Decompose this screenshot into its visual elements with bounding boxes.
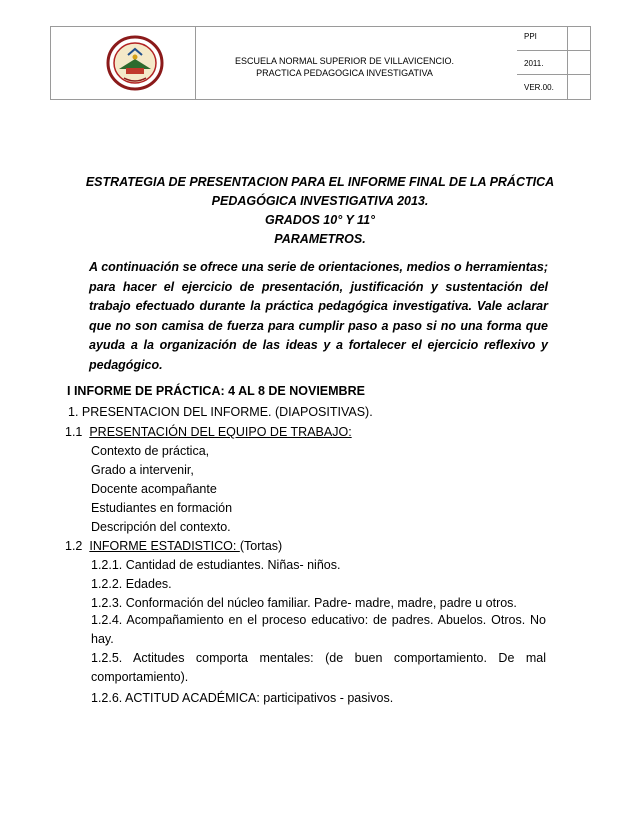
item-1-2-suffix: (Tortas) bbox=[239, 539, 283, 553]
sub-item-1-2-1: 1.2.1. Cantidad de estudiantes. Niñas- niños. bbox=[91, 558, 341, 572]
list-item: Contexto de práctica, bbox=[91, 444, 210, 458]
item-1-2 bbox=[65, 538, 282, 554]
item-1-2-label: INFORME ESTADISTICO: bbox=[89, 539, 240, 553]
meta-code-cell bbox=[517, 26, 591, 51]
item-1-1-label: PRESENTACIÓN DEL EQUIPO DE TRABAJO: bbox=[89, 425, 352, 439]
sub-item-1-2-6: 1.2.6. ACTITUD ACADÉMICA: participativos - pasivos. bbox=[91, 691, 394, 705]
doc-version: VER.00. bbox=[524, 83, 554, 92]
school-name bbox=[196, 55, 493, 79]
document-header bbox=[50, 26, 591, 100]
school-name-cell bbox=[196, 27, 568, 99]
title-line-4: PARAMETROS. bbox=[274, 232, 366, 246]
item-1-1-number: 1.1 bbox=[65, 425, 83, 439]
item-1-1 bbox=[65, 424, 352, 440]
meta-version-cell bbox=[517, 74, 591, 99]
title-line-3: GRADOS 10° Y 11° bbox=[264, 213, 376, 227]
doc-code: PPI bbox=[524, 32, 537, 41]
item-1-2-number: 1.2 bbox=[65, 539, 83, 553]
meta-year-cell bbox=[517, 50, 591, 75]
doc-year: 2011. bbox=[524, 59, 544, 68]
sub-item-1-2-4: 1.2.4. Acompañamiento en el proceso educativo: de padres. Abuelos. Otros. No hay. bbox=[91, 613, 546, 646]
sub-item-1-2-3: 1.2.3. Conformación del núcleo familiar. Padre- madre, madre, padre u otros. bbox=[91, 596, 517, 610]
list-item: Estudiantes en formación bbox=[91, 501, 233, 515]
item-1: 1. PRESENTACION DEL INFORME. (DIAPOSITIVAS). bbox=[68, 405, 373, 419]
list-item: Grado a intervenir, bbox=[91, 463, 194, 477]
school-line-2: PRACTICA PEDAGOGICA INVESTIGATIVA bbox=[256, 68, 433, 78]
section-heading: I INFORME DE PRÁCTICA: 4 AL 8 DE NOVIEMBRE bbox=[67, 384, 365, 398]
school-seal-logo bbox=[106, 35, 164, 91]
logo-cell bbox=[51, 27, 196, 99]
document-title bbox=[70, 173, 570, 249]
sub-item-1-2-2: 1.2.2. Edades. bbox=[91, 577, 172, 591]
school-line-1: ESCUELA NORMAL SUPERIOR DE VILLAVICENCIO. bbox=[234, 56, 455, 66]
intro-paragraph: A continuación se ofrece una serie de orientaciones, medios o herramientas; para hacer el ejercicio de presentación, justificación y sustentación del trabajo efectuado durante la práctica pedagógica investigativa. Vale aclarar que no son camisa de fuerza para cumplir paso a paso si no una forma que ayuda a la organización de las ideas y a fortalecer el ejercicio reflexivo y pedagógico. bbox=[89, 260, 548, 372]
sub-item-1-2-5: 1.2.5. Actitudes comporta mentales: (de buen comportamiento. De mal comportamiento). bbox=[91, 651, 546, 684]
list-item: Docente acompañante bbox=[91, 482, 217, 496]
title-line-2: PEDAGÓGICA INVESTIGATIVA 2013. bbox=[211, 194, 429, 208]
doc-meta bbox=[517, 26, 591, 100]
list-item: Descripción del contexto. bbox=[91, 520, 231, 534]
title-line-1: ESTRATEGIA DE PRESENTACION PARA EL INFORME FINAL DE LA PRÁCTICA bbox=[85, 175, 555, 189]
